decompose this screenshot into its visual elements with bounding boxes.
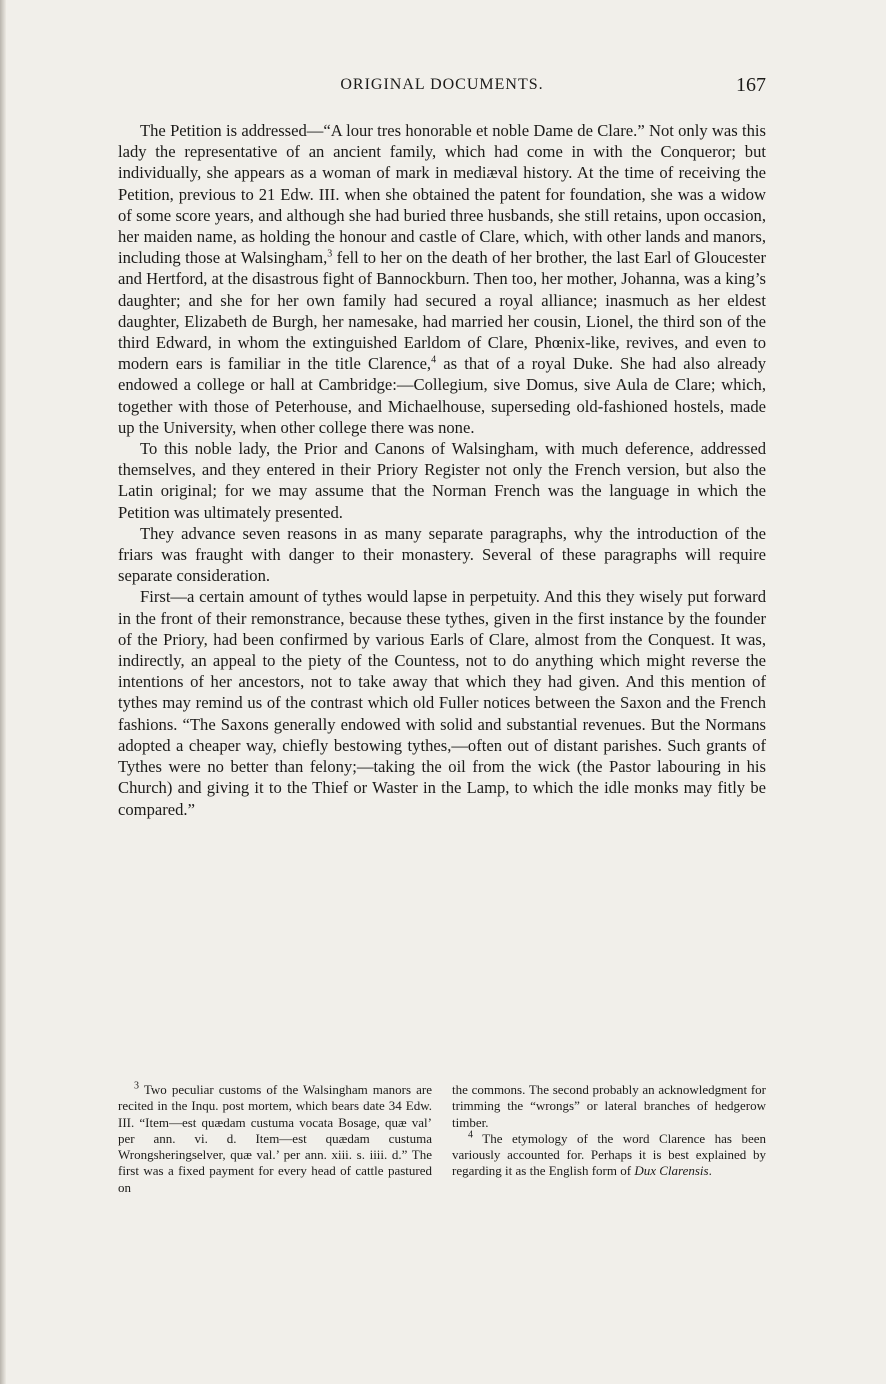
paragraph-text: First—a certain amount of tythes would lapse in perpetuity. And this they wisely put forward in the front of their remonstrance, because these tythes, given in the first instance by the founder of the Priory, had been confirmed by various Earls of Clare, almost from the Conquest. It was, indirectly, an appeal to the piety of the Countess, not to do anything which might reverse the intentions of her ancestors, not to take away that which they had given. And this mention of tythes may remind us of the contrast which old Fuller notices between the Saxon and the French fashions. “The Saxons generally endowed with solid and substantial revenues. But the Normans adopted a cheaper way, chiefly bestowing tythes,—often out of distant parishes. Such grants of Tythes were no better than felony;—taking the oil from the wick (the Pastor labouring in his Church) and giving it to the Thief or Waster in the Lamp, to which the idle monks may fitly be compared.” (118, 587, 766, 819)
footnote-ref: 4 (431, 354, 437, 366)
footnote-column-left (118, 1082, 432, 1196)
paragraph-text: To this noble lady, the Prior and Canons of Walsingham, with much deference, addressed themselves, and they entered in their Priory Register not only the French version, but also the Latin original; for we may assume that the Norman French was the language in which the Petition was ultimately presented. (118, 439, 766, 522)
footnote-text: Two peculiar customs of the Walsingham manors are recited in the Inqu. post mortem, which bears date 34 Edw. III. “Item—est quædam custuma vocata Bosage, quæ val’ per ann. vi. d. Item—est quædam custuma Wrongsheringselver, quæ val.’ per ann. xiii. s. iiii. d.” The first was a fixed payment for every head of cattle pastured on (118, 1082, 432, 1195)
footnote-3 (118, 1082, 432, 1196)
footnote-text: The etymology of the word Clarence has been variously accounted for. Perhaps it is best explained by regarding it as the English form of (452, 1130, 766, 1179)
paragraph-text: The Petition is addressed—“A lour tres honorable et noble Dame de Clare.” Not only was this lady the representative of an ancient family, which had come in with the Conqueror; but individually, she appears as a woman of mark in mediæval history. At the time of receiving the Petition, previous to 21 Edw. III. when she obtained the patent for foundation, she was a widow of some score years, and although she had buried three husbands, she still retains, upon occasion, her maiden name, as holding the honour and castle of Clare, which, with other lands and manors, including those at Walsingham, (118, 121, 766, 268)
paragraph-text: fell to her on the death of her brother, the last Earl of Gloucester and Hertford, at the disastrous fight of Bannockburn. Then too, her mother, Johanna, was a king’s daughter; and she for her own family had secured a royal alliance; inasmuch as her eldest daughter, Elizabeth de Burgh, her namesake, had married her cousin, Lionel, the third son of the third Edward, in whom the extinguished Earldom of Clare, Phœnix-like, revives, and even to modern ears is familiar in the title Clarence, (118, 248, 766, 374)
footnote-3-continuation: the commons. The second probably an acknowledgment for trimming the “wrongs” or lateral branches of hedgerow timber. (452, 1082, 766, 1130)
footnote-marker: 4 (468, 1129, 473, 1141)
paragraph (118, 586, 766, 819)
paragraph-text: as that of a royal Duke. She had also already endowed a college or hall at Cambridge:—Collegium, sive Domus, sive Aula de Clare; which, together with those of Peterhouse, and Michaelhouse, superseding old-fashioned hostels, made up the University, when other college there was none. (118, 354, 767, 437)
footnote-italic: Dux Clarensis (634, 1163, 709, 1179)
paragraph-text: They advance seven reasons in as many separate paragraphs, why the introduction of the friars was fraught with danger to their monastery. Several of these paragraphs will require separate consideration. (118, 523, 766, 586)
footnote-column-right (452, 1082, 766, 1196)
footnote-end: . (708, 1163, 712, 1179)
page-number: 167 (736, 74, 766, 96)
body-text (118, 120, 766, 820)
paragraph (118, 438, 766, 523)
footnote-marker: 3 (134, 1080, 139, 1092)
paragraph (118, 523, 766, 587)
footnote-4 (452, 1131, 766, 1180)
footnote-ref: 3 (327, 248, 333, 260)
running-title: ORIGINAL DOCUMENTS. (340, 76, 544, 93)
paragraph (118, 120, 766, 438)
footnotes (118, 1082, 766, 1196)
page-header (118, 76, 766, 102)
